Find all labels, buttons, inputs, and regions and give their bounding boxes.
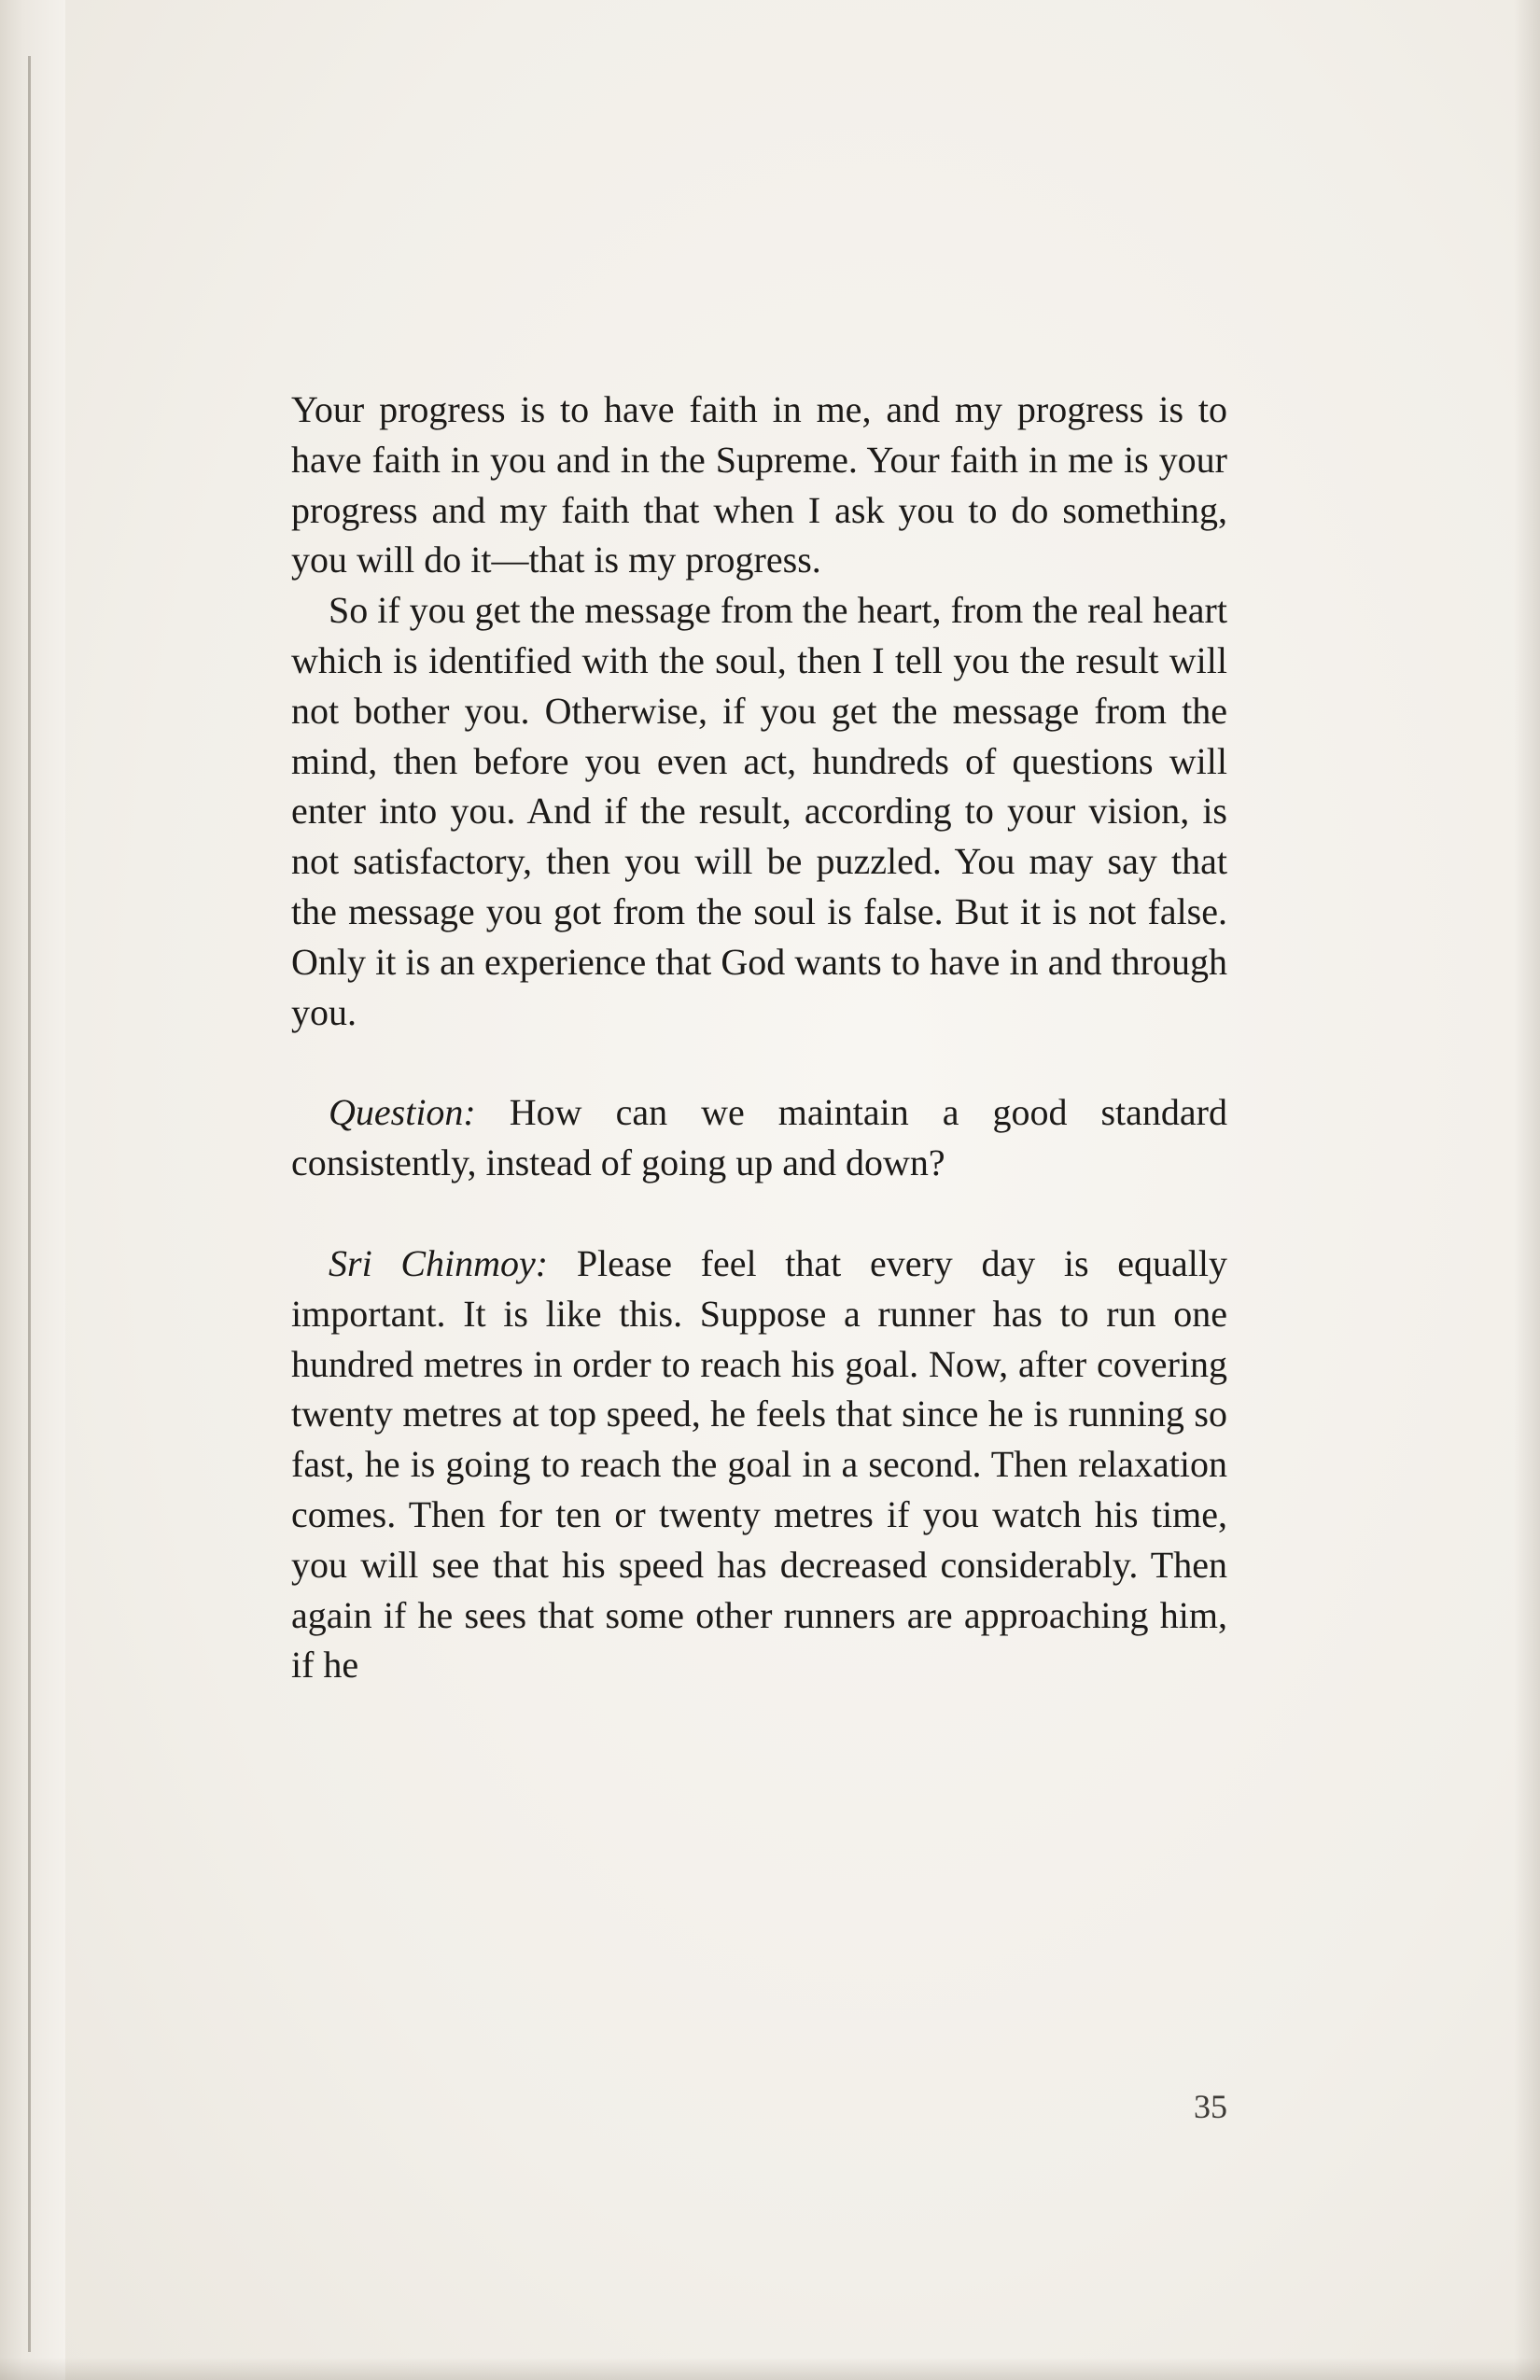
question-paragraph bbox=[291, 1087, 1227, 1188]
answer-label: Sri Chinmoy: bbox=[329, 1241, 549, 1284]
page-bottom-shadow bbox=[0, 2358, 1540, 2380]
paragraph: Your progress is to have faith in me, and my progress is to have faith in you and in the Supreme. Your faith in me is your progress and my faith that when I ask you to do something, you will do it—that is my progress. bbox=[291, 388, 1227, 581]
question-label: Question: bbox=[329, 1091, 476, 1134]
paragraph: So if you get the message from the heart, from the real heart which is identified with the soul, then I tell you the result will not bother you. Otherwise, if you get the message from the mind, then before you even act, hundreds of questions will enter into you. And if the result, according to your vision, is not satisfactory, then you will be puzzled. You may say that the message you got from the soul is false. But it is not false. Only it is an experience that God wants to have in and through you. bbox=[291, 589, 1227, 1033]
answer-paragraph bbox=[291, 1239, 1227, 1690]
answer-text: Please feel that every day is equally important. It is like this. Suppose a runner has to run one hundred metres in order to reach his goal. Now, after covering twenty metres at top speed, he feels that since he is running so fast, he is going to reach the goal in a second. Then relaxation comes. Then for ten or twenty metres if you watch his time, you will see that his speed has decreased considerably. Then again if he sees that some other runners are approaching him, if he bbox=[291, 1241, 1228, 1687]
page-number: 35 bbox=[1194, 2088, 1227, 2125]
question-text: How can we maintain a good standard consistently, instead of going up and down? bbox=[291, 1091, 1227, 1184]
body-text bbox=[291, 385, 1227, 1690]
book-spine-shadow bbox=[0, 0, 65, 2380]
section-spacer bbox=[291, 1037, 1227, 1087]
spine-fold-line bbox=[28, 56, 31, 2352]
page-edge-shadow bbox=[1514, 0, 1540, 2380]
section-spacer bbox=[291, 1188, 1227, 1239]
